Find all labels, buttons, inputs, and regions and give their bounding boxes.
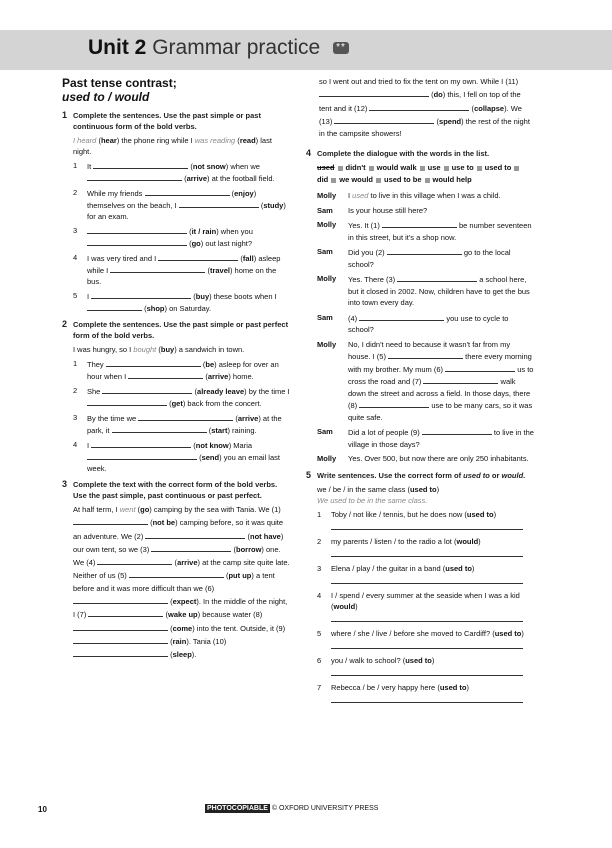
answer-blank[interactable]: [423, 375, 498, 384]
answer-blank[interactable]: [112, 424, 207, 433]
page-title: [88, 35, 349, 61]
section-title: Past tense contrast; used to / would: [62, 76, 177, 104]
exercise-4-instruction: 4 Complete the dialogue with the words in the list.: [306, 148, 490, 159]
exercise-2-example: I was hungry, so I bought (buy) a sandwich in town.: [73, 345, 245, 354]
word-list: [306, 162, 534, 186]
dialogue-line: Molly Yes. It (1) be number seventeen in this street, but it's a shop now.: [317, 220, 532, 242]
unit-label: Unit 2: [88, 36, 147, 59]
word-item: used to be: [384, 175, 422, 185]
exercise-2-instruction: 2 Complete the sentences. Use the past simple or past perfect form of the bold verbs.: [62, 319, 289, 340]
exercise-1-question: 2 While my friends (enjoy) themselves on the beach, I (study) for an exam.: [73, 188, 286, 221]
exercise-5-example: we / be / in the same class (used to) We used to be in the same class.: [317, 484, 440, 505]
exercise-5-item: 5 where / she / live / before she moved to Cardiff? (used to): [306, 628, 534, 651]
answer-blank[interactable]: [87, 451, 197, 460]
dialogue-line: Molly Yes. Over 500, but now there are only 250 inhabitants.: [317, 454, 529, 464]
answer-blank[interactable]: [397, 273, 477, 282]
answer-line[interactable]: [331, 574, 523, 584]
answer-line[interactable]: [331, 693, 523, 703]
answer-blank[interactable]: [87, 237, 187, 246]
answer-blank[interactable]: [388, 350, 463, 359]
exercise-1: [62, 110, 290, 314]
exercise-5-item: 7 Rebecca / be / very happy here (used to): [306, 682, 534, 705]
exercise-5-item: 1 Toby / not like / tennis, but he does now (used to): [306, 509, 534, 532]
answer-blank[interactable]: [97, 556, 172, 565]
exercise-1-question: 3 (it / rain) when you (go) out last night?: [73, 226, 253, 248]
exercise-3: [62, 479, 290, 662]
word-item: would help: [432, 175, 472, 185]
dialogue-line: Sam (4) you use to cycle to school?: [317, 312, 509, 335]
word-item: we would: [339, 175, 373, 185]
answer-blank[interactable]: [87, 172, 182, 181]
answer-blank[interactable]: [73, 648, 168, 657]
exercise-3-text: At half term, I went (go) camping by the sea with Tania. We (1) (not be) camping before, so it was quite an adventure. We (2) (not have) our own tent, so we (3) (borrow) one. We (4) (arrive) at the camp site quite late. Neither of us (5) (put up) a tent before and it was more difficult than we (6) (expect). In the middle of the night, I (7) (wake up) because water (8) (come) into the tent. Outside, it (9) (rain). Tania (10) (sleep).: [73, 505, 290, 660]
word-item: used to: [484, 163, 512, 173]
answer-blank[interactable]: [359, 312, 444, 321]
exercise-1-question: 5 I (buy) these boots when I (shop) on Saturday.: [73, 291, 277, 313]
answer-blank[interactable]: [445, 363, 515, 372]
exercise-2-question: 4 I (not know) Maria (send) you an email last week.: [73, 440, 280, 473]
word-item: use to: [451, 163, 474, 173]
page-number: 10: [38, 805, 47, 814]
answer-blank[interactable]: [88, 608, 163, 617]
answer-line[interactable]: [331, 639, 523, 649]
dialogue-line: Molly I used to live in this village when I was a child.: [317, 191, 501, 201]
answer-blank[interactable]: [319, 88, 429, 97]
word-item: didn't: [345, 163, 366, 173]
answer-blank[interactable]: [129, 569, 224, 578]
copyright: PHOTOCOPIABLE © OXFORD UNIVERSITY PRESS: [207, 805, 379, 812]
answer-blank[interactable]: [73, 622, 168, 631]
word-item: would walk: [376, 163, 417, 173]
answer-blank[interactable]: [387, 246, 462, 255]
answer-blank[interactable]: [91, 290, 191, 299]
exercise-5-item: 6 you / walk to school? (used to): [306, 655, 534, 678]
level-badge: **: [333, 42, 349, 54]
answer-line[interactable]: [331, 547, 523, 557]
answer-blank[interactable]: [73, 595, 168, 604]
answer-blank[interactable]: [145, 187, 230, 196]
exercise-5-item: 2 my parents / listen / to the radio a lot (would): [306, 536, 534, 559]
word-item: used: [317, 163, 335, 173]
exercise-2-question: 3 By the time we (arrive) at the park, it (start) raining.: [73, 413, 282, 435]
exercise-2-question: 2 She (already leave) by the time I (get) back from the concert.: [73, 386, 290, 408]
answer-blank[interactable]: [87, 397, 167, 406]
word-item: use: [427, 163, 441, 173]
dialogue-line: Sam Is your house still here?: [317, 205, 428, 215]
grammar-practice-label: Grammar practice: [152, 36, 321, 59]
answer-blank[interactable]: [179, 199, 259, 208]
exercise-5-item: 4 I / spend / every summer at the seaside when I was a kid (would): [306, 590, 534, 624]
answer-line[interactable]: [331, 666, 523, 676]
exercise-5-instruction: 5 Write sentences. Use the correct form of used to or would.: [306, 469, 526, 480]
answer-line[interactable]: [331, 612, 523, 622]
exercise-1-question: 4 I was very tired and I (fall) asleep while I (travel) home on the bus.: [73, 253, 281, 286]
left-column: [62, 76, 290, 667]
exercise-5-item: 3 Elena / play / the guitar in a band (used to): [306, 563, 534, 586]
answer-blank[interactable]: [110, 264, 205, 273]
answer-blank[interactable]: [87, 225, 187, 234]
dialogue-line: Molly No, I didn't need to because it wasn't far from my house. I (5) there every morning with my brother. My mum (6) us to cross the road and (7) walk down the street and across a field. In those days, there (8) use to be many cars, so it was quite safe.: [317, 339, 534, 422]
answer-blank[interactable]: [87, 302, 142, 311]
dialogue-line: Sam Did a lot of people (9) to live in the village in those days?: [317, 427, 534, 449]
answer-blank[interactable]: [382, 219, 457, 228]
answer-blank[interactable]: [359, 399, 429, 408]
exercise-1-question: 1 It (not snow) when we (arrive) at the football field.: [73, 161, 275, 183]
answer-blank[interactable]: [128, 370, 203, 379]
right-column: [306, 76, 534, 710]
answer-blank[interactable]: [93, 160, 188, 169]
answer-blank[interactable]: [422, 426, 492, 435]
dialogue-line: Sam Did you (2) go to the local school?: [317, 247, 511, 269]
answer-blank[interactable]: [369, 102, 469, 111]
answer-blank[interactable]: [151, 543, 231, 552]
exercise-2: [62, 319, 290, 474]
word-item: did: [317, 175, 329, 185]
answer-blank[interactable]: [102, 385, 192, 394]
exercise-4: [306, 148, 534, 465]
answer-blank[interactable]: [334, 115, 434, 124]
exercise-1-instruction: 1 Complete the sentences. Use the past simple or past continuous form of the bold verbs.: [62, 110, 261, 131]
answer-blank[interactable]: [73, 635, 168, 644]
photocopiable-badge: PHOTOCOPIABLE: [207, 805, 268, 812]
exercise-5: [306, 470, 534, 705]
answer-blank[interactable]: [73, 516, 148, 525]
answer-blank[interactable]: [106, 358, 201, 367]
exercise-2-question: 1 They (be) asleep for over an hour when I (arrive) home.: [73, 359, 279, 381]
exercise-3-instruction: 3 Complete the text with the correct form of the bold verbs. Use the past simple, past continuous or past perfect.: [62, 479, 278, 500]
answer-blank[interactable]: [91, 439, 191, 448]
exercise-3-text-continued: so I went out and tried to fix the tent on my own. While I (11) (do) this, I fell on top of the tent and it (12) (collapse). We (13) (spend) the rest of the night in the campsite showers!: [319, 77, 530, 139]
answer-line[interactable]: [331, 520, 523, 530]
answer-blank[interactable]: [138, 412, 233, 421]
exercise-1-example: I heard (hear) the phone ring while I was reading (read) last night.: [73, 136, 272, 156]
answer-blank[interactable]: [145, 530, 245, 539]
answer-blank[interactable]: [158, 252, 238, 261]
dialogue-line: Molly Yes. There (3) a school here, but it closed in 2002. Now, children have to get the bus into town every day.: [317, 274, 530, 308]
